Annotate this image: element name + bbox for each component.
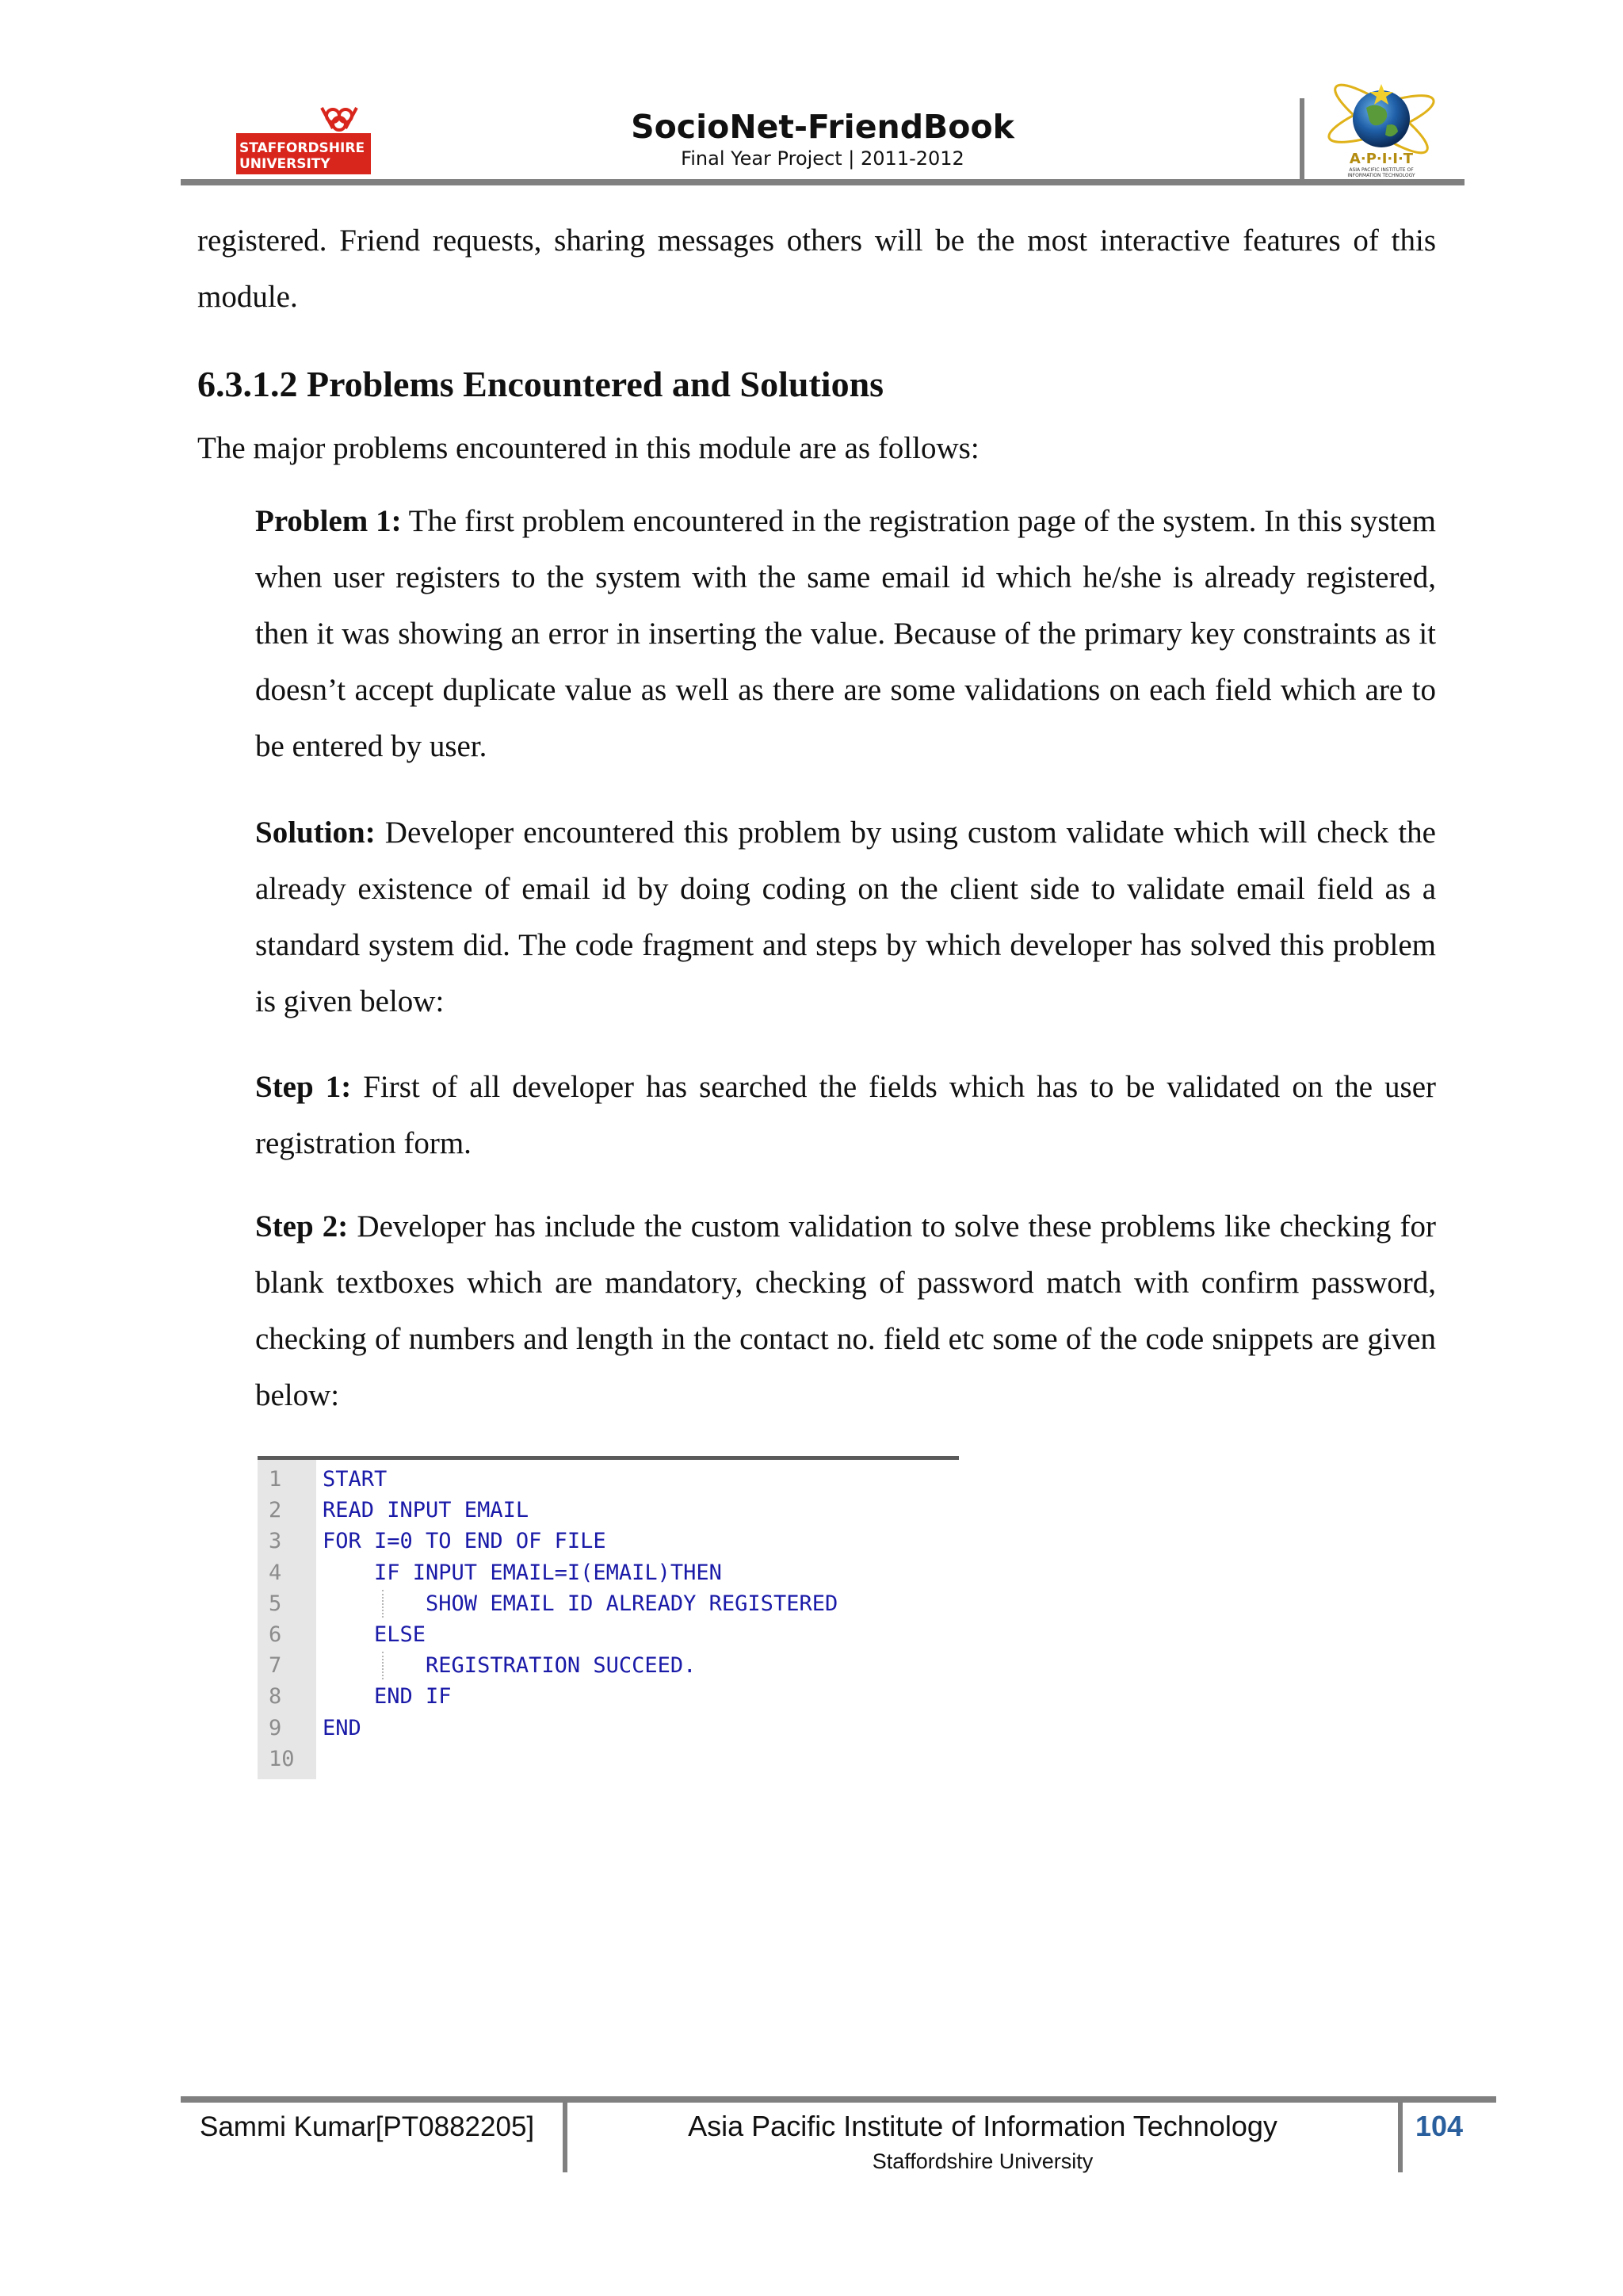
code-line-text: REGISTRATION SUCCEED.	[323, 1653, 697, 1679]
code-line-text: FOR I=0 TO END OF FILE	[323, 1529, 606, 1554]
code-line	[258, 1650, 959, 1681]
solution-text: Developer encountered this problem by using custom validate which will check the already existence of email id by doing coding on the client side to validate email field as a standard system did. The code fragment and steps by which developer has solved this problem is given below:	[255, 816, 1436, 1018]
code-snippet	[258, 1456, 959, 1779]
step-2-paragraph	[255, 1198, 1436, 1423]
header-rule	[181, 179, 1465, 185]
code-line-number: 6	[269, 1622, 282, 1647]
problem-1-label: Problem 1:	[255, 504, 402, 538]
code-line	[258, 1744, 959, 1775]
code-line-text: ELSE	[323, 1622, 426, 1647]
apiit-logo	[1314, 73, 1449, 178]
intro-paragraph: registered. Friend requests, sharing messages others will be the most interactive features of this module.	[197, 223, 1436, 314]
footer-university: Staffordshire University	[872, 2149, 1094, 2173]
step-1-label: Step 1:	[255, 1070, 352, 1104]
solution-label: Solution:	[255, 816, 376, 850]
svg-text:UNIVERSITY: UNIVERSITY	[239, 156, 330, 172]
svg-text:INFORMATION TECHNOLOGY: INFORMATION TECHNOLOGY	[1347, 173, 1415, 178]
code-line-text: READ INPUT EMAIL	[323, 1498, 529, 1523]
code-line-number: 4	[269, 1560, 282, 1585]
svg-text:STAFFORDSHIRE: STAFFORDSHIRE	[239, 140, 365, 156]
svg-text:A·P·I·I·T: A·P·I·I·T	[1349, 151, 1414, 167]
page-number: 104	[1415, 2110, 1464, 2142]
code-line-text: IF INPUT EMAIL=I(EMAIL)THEN	[323, 1560, 722, 1585]
footer-institute: Asia Pacific Institute of Information Technology	[688, 2110, 1277, 2142]
problem-1-text: The first problem encountered in the registration page of the system. In this system when user registers to the system with the same email id which he/she is already registered, then it was showing an error in inserting the value. Because of the primary key constraints as it doesn’t accept duplicate value as well as there are some validations on each field which are to be entered by user.	[255, 504, 1436, 763]
step-1-paragraph	[255, 1059, 1436, 1171]
code-line	[258, 1588, 959, 1619]
footer-author: Sammi Kumar[PT0882205]	[200, 2111, 535, 2142]
code-line-text: START	[323, 1467, 388, 1492]
indent-guide	[382, 1590, 384, 1618]
major-problems-paragraph: The major problems encountered in this module are as follows:	[197, 431, 980, 465]
step-2-label: Step 2:	[255, 1209, 349, 1244]
code-line-number: 7	[269, 1653, 282, 1679]
code-line-text: END IF	[323, 1684, 452, 1710]
header-divider	[1300, 98, 1304, 184]
step-1-text: First of all developer has searched the fields which has to be validated on the user registration form.	[255, 1070, 1436, 1160]
indent-guide	[382, 1652, 384, 1679]
code-line	[258, 1619, 959, 1650]
code-line-text: SHOW EMAIL ID ALREADY REGISTERED	[323, 1591, 838, 1616]
problem-1-paragraph	[255, 493, 1436, 774]
code-line-number: 1	[269, 1467, 282, 1492]
code-line	[258, 1681, 959, 1712]
code-line-text: END	[323, 1715, 361, 1740]
footer-rule	[181, 2096, 1496, 2103]
code-line-number: 9	[269, 1715, 282, 1740]
code-line-number: 3	[269, 1529, 282, 1554]
code-top-rule	[258, 1456, 959, 1460]
solution-paragraph	[255, 804, 1436, 1030]
step-2-text: Developer has include the custom validation to solve these problems like checking for blank textboxes which are mandatory, checking of password match with confirm password, checking of numbers and length in the contact no. field etc some of the code snippets are given below:	[255, 1209, 1436, 1412]
code-line	[258, 1464, 959, 1495]
page-header	[181, 79, 1465, 184]
code-line	[258, 1495, 959, 1526]
code-line-number: 2	[269, 1498, 282, 1523]
svg-text:ASIA PACIFIC INSTITUTE OF: ASIA PACIFIC INSTITUTE OF	[1349, 167, 1414, 173]
code-line	[258, 1557, 959, 1588]
header-title: SocioNet-FriendBook	[631, 108, 1014, 146]
code-line	[258, 1526, 959, 1557]
code-line-number: 5	[269, 1591, 282, 1616]
footer-divider	[1398, 2103, 1403, 2172]
code-line-number: 10	[269, 1746, 295, 1771]
section-heading: 6.3.1.2 Problems Encountered and Solutions	[197, 364, 884, 404]
header-subtitle: Final Year Project | 2011-2012	[681, 147, 964, 170]
code-line	[258, 1713, 959, 1744]
code-line-number: 8	[269, 1684, 282, 1710]
